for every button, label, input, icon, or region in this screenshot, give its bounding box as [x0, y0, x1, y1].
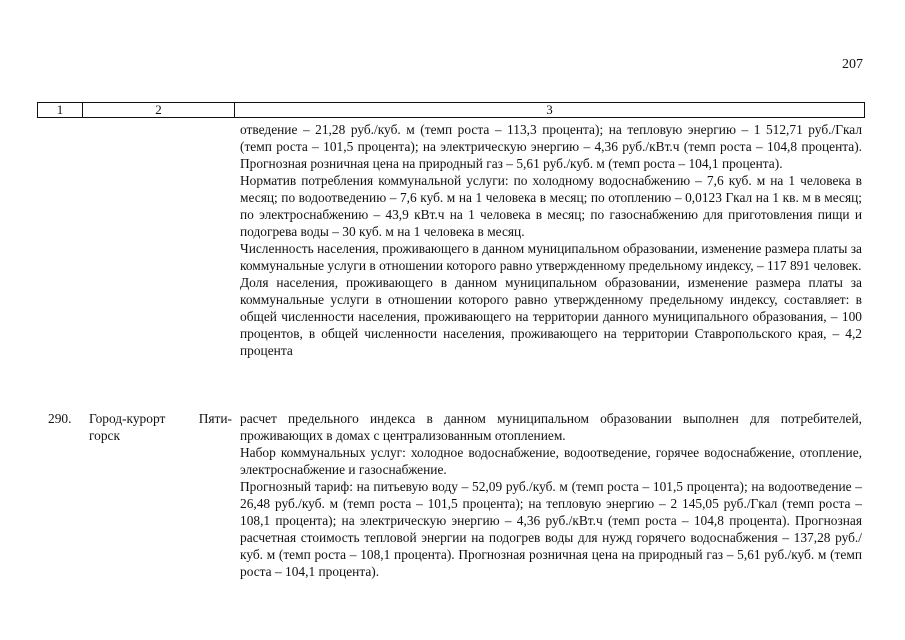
- table-header-col-2: 2: [83, 103, 235, 117]
- continuation-paragraph: Доля населения, проживающего в данном муниципальном образовании, изменение размера платы за коммунальные услуги в отношении которого равно утвержденному предельному индексу, составляет: в общей численности населения, проживающего на территории данного муниципального образования, – 100 процентов, в общей численности населения, проживающего на территории Ставропольского края, – 4,2 процента: [240, 275, 862, 358]
- continuation-text-block: [240, 121, 862, 359]
- entry-name-part: Пяти-: [198, 411, 232, 426]
- continuation-paragraph: отведение – 21,28 руб./куб. м (темп роста – 113,3 процента); на тепловую энергию – 1 512,71 руб./Гкал (темп роста – 101,5 процента); на электрическую энергию – 4,36 руб./кВт.ч (темп роста – 104,8 процента). Прогнозная розничная цена на природный газ – 5,61 руб./куб. м (темп роста – 104,1 процента).: [240, 122, 862, 171]
- table-header-col-1: 1: [38, 103, 83, 117]
- page-number: 207: [842, 57, 863, 72]
- entry-municipality-name: [89, 410, 232, 444]
- table-header-row: [37, 102, 865, 118]
- entry-paragraph: Прогнозный тариф: на питьевую воду – 52,09 руб./куб. м (темп роста – 101,5 процента); на водоотведение – 26,48 руб./куб. м (темп роста – 101,5 процента); на тепловую энергию – 2 145,05 руб./Гкал (темп роста – 108,1 процента); на электрическую энергию – 4,36 руб./кВт.ч (темп роста – 104,8 процента). Прогнозная расчетная стоимость тепловой энергии на подогрев воды для нужд горячего водоснабжения – 137,28 руб./куб. м (темп роста – 108,1 процента). Прогнозная розничная цена на природный газ – 5,61 руб./куб. м (темп роста – 104,1 процента).: [240, 479, 862, 579]
- entry-number: 290.: [48, 411, 72, 426]
- continuation-paragraph: Норматив потребления коммунальной услуги: по холодному водоснабжению – 7,6 куб. м на 1 человека в месяц; по водоотведению – 7,6 куб. м на 1 человека в месяц; по отоплению – 0,0123 Гкал на 1 кв. м в месяц; по электроснабжению – 43,9 кВт.ч на 1 человека в месяц; по газоснабжению для приготовления пищи и подогрева воды – 30 куб. м на 1 человека в месяц.: [240, 173, 862, 239]
- entry-name-part: Город-курорт: [89, 411, 166, 426]
- entry-text-block: [240, 410, 862, 580]
- table-header-col-3: 3: [546, 102, 553, 117]
- entry-paragraph: Набор коммунальных услуг: холодное водоснабжение, водоотведение, горячее водоснабжение, отопление, электроснабжение и газоснабжение.: [240, 445, 862, 477]
- continuation-paragraph: Численность населения, проживающего в данном муниципальном образовании, изменение размера платы за коммунальные услуги в отношении которого равно утвержденному предельному индексу, – 117 891 человек.: [240, 241, 862, 273]
- entry-paragraph: расчет предельного индекса в данном муниципальном образовании выполнен для потребителей, проживающих в домах с централизованным отоплением.: [240, 411, 862, 443]
- entry-name-part: горск: [89, 428, 120, 443]
